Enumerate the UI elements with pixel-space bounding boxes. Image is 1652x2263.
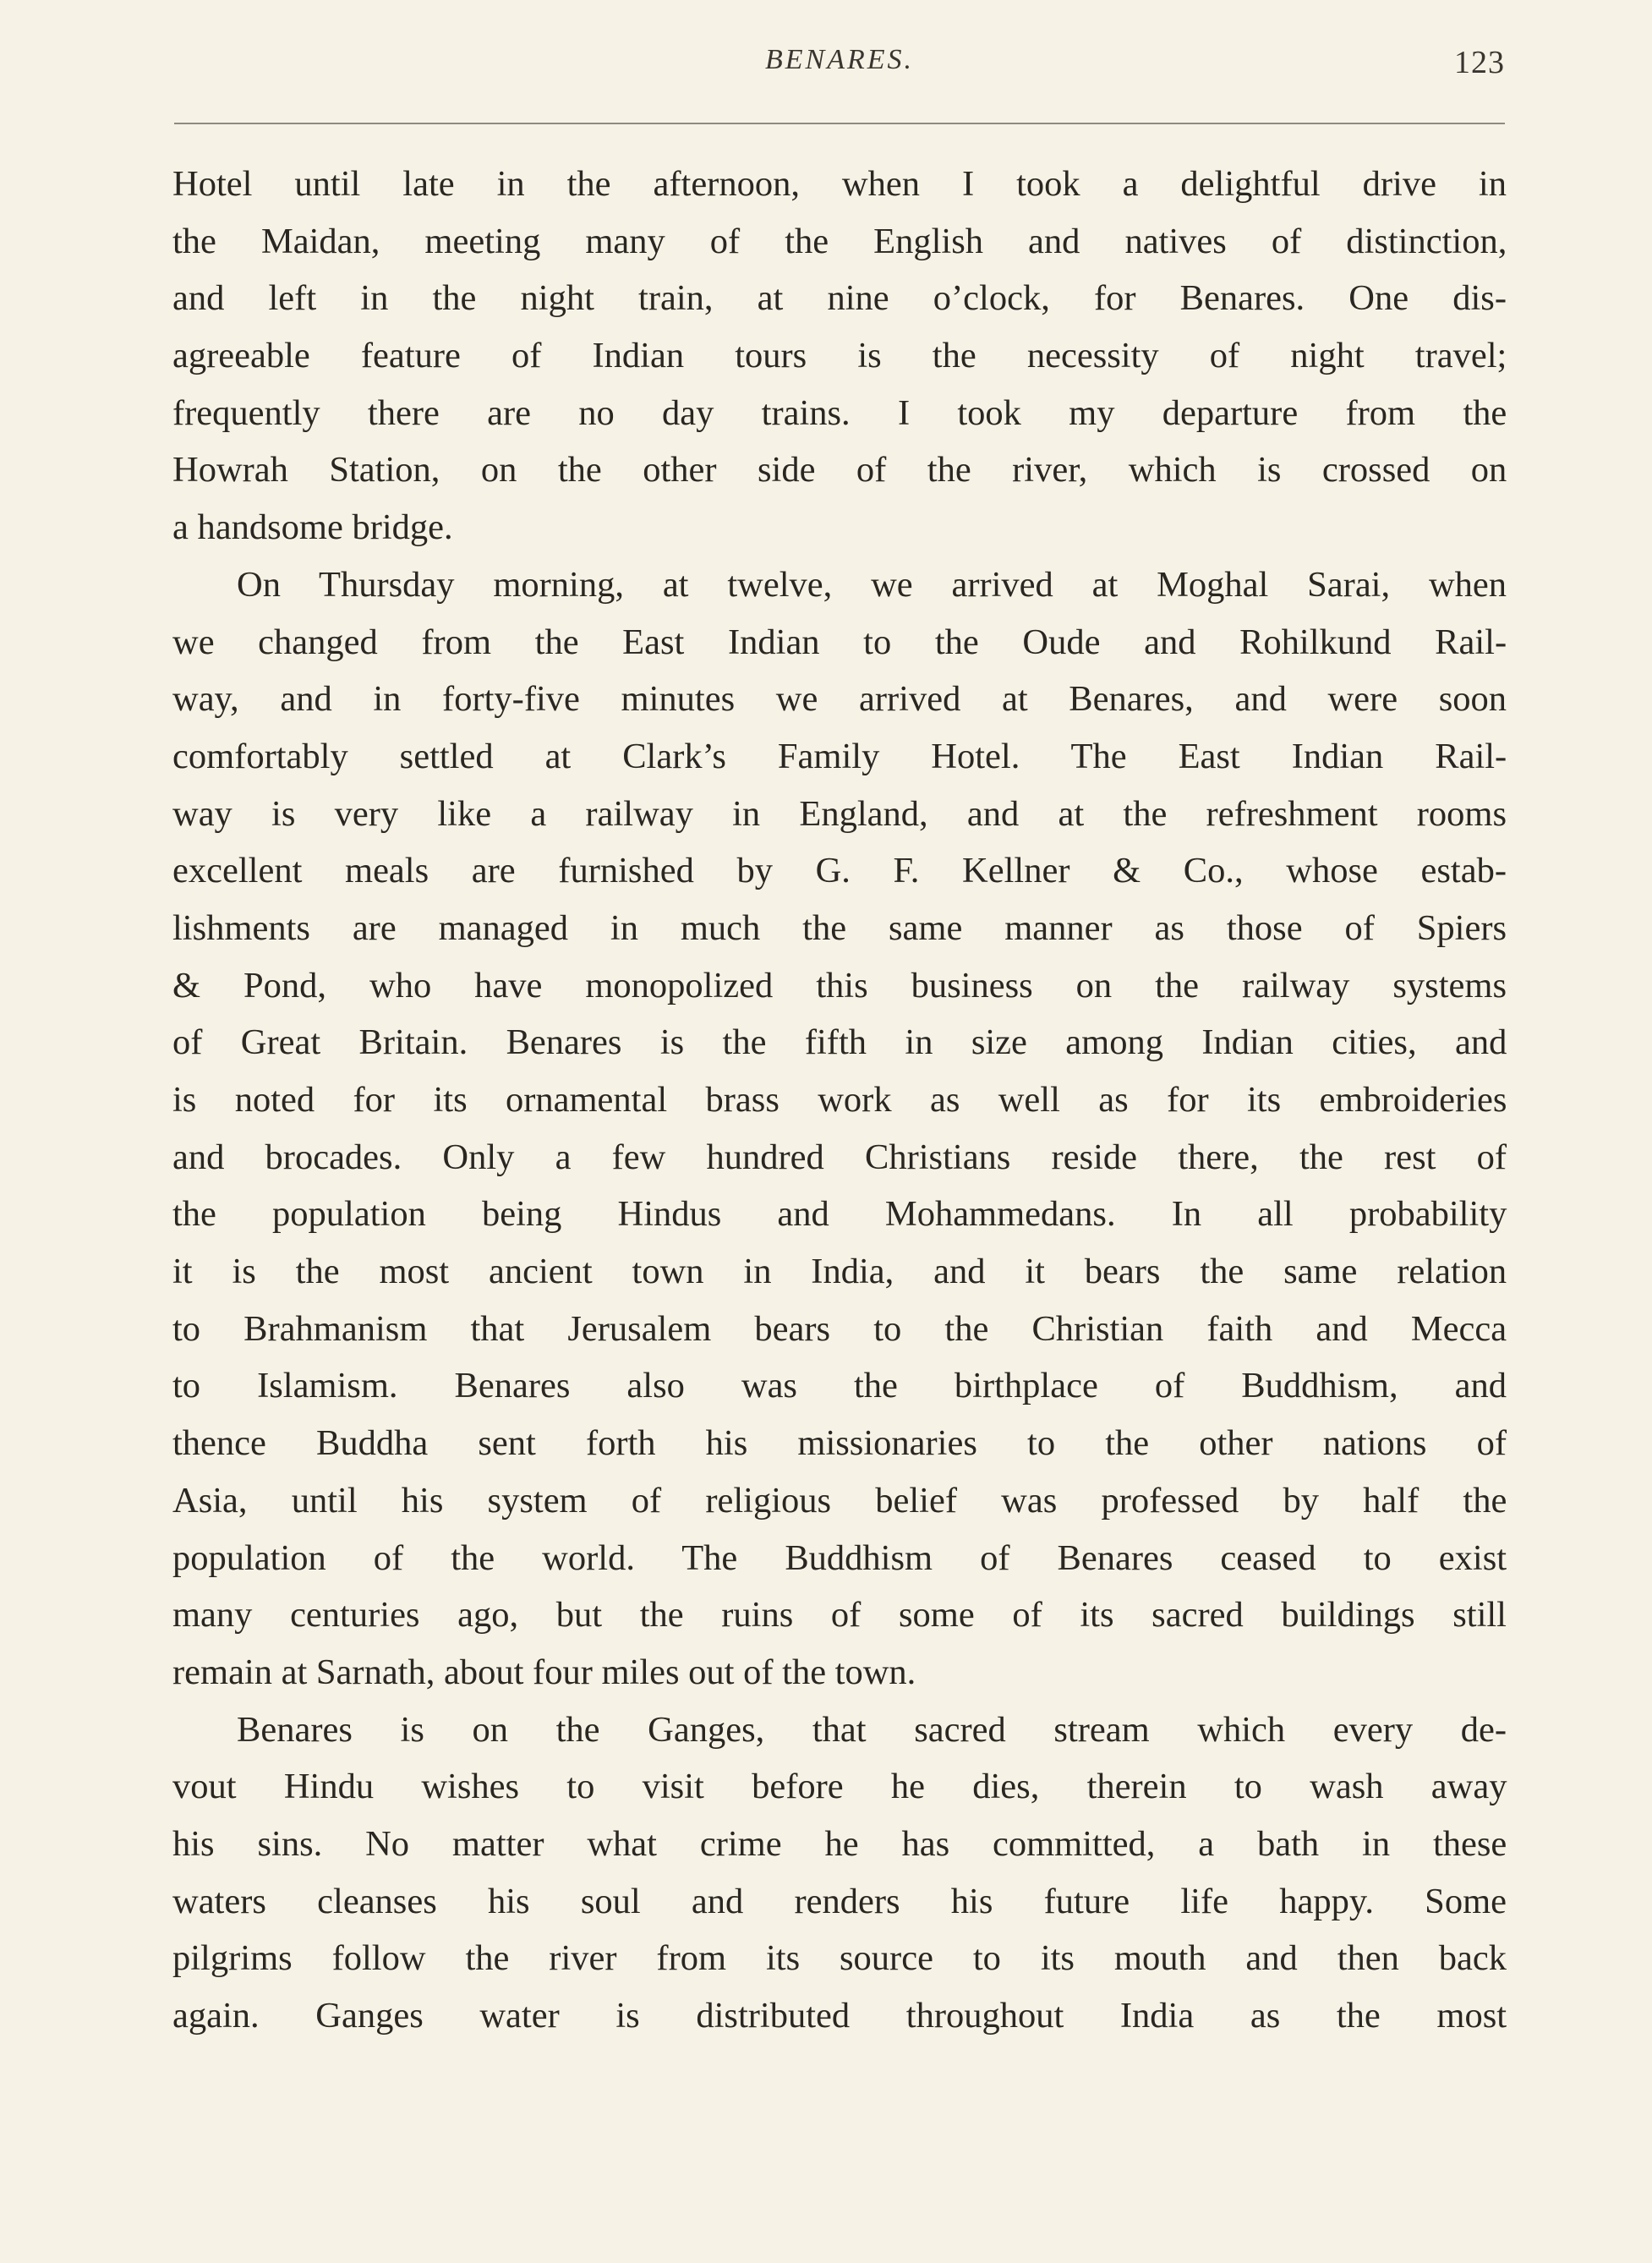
text-line: remain at Sarnath, about four miles out of the town. xyxy=(172,1652,916,1692)
text-line: we changed from the East Indian to the Oude and Rohilkund Rail- xyxy=(172,622,1507,662)
text-line: many centuries ago, but the ruins of some of its sacred buildings still xyxy=(172,1595,1507,1636)
text-line: agreeable feature of Indian tours is the necessity of night travel; xyxy=(172,336,1507,376)
body-text xyxy=(172,156,1507,2045)
text-line: Hotel until late in the afternoon, when I took a delightful drive in xyxy=(172,164,1507,204)
text-line: pilgrims follow the river from its source to its mouth and then back xyxy=(172,1938,1507,1979)
text-line: waters cleanses his soul and renders his future life happy. Some xyxy=(172,1881,1507,1921)
text-line: is noted for its ornamental brass work as well as for its embroideries xyxy=(172,1080,1507,1120)
running-head xyxy=(174,44,1505,86)
text-line: vout Hindu wishes to visit before he dies, therein to wash away xyxy=(172,1767,1507,1807)
text-line: Benares is on the Ganges, that sacred stream which every de- xyxy=(237,1709,1507,1750)
text-line: On Thursday morning, at twelve, we arrived at Moghal Sarai, when xyxy=(237,564,1507,605)
text-line: again. Ganges water is distributed throughout India as the most xyxy=(172,1996,1507,2036)
page-number: 123 xyxy=(1454,45,1505,80)
running-title: BENARES. xyxy=(764,44,915,75)
text-line: to Brahmanism that Jerusalem bears to the Christian faith and Mecca xyxy=(172,1308,1507,1349)
text-line: Asia, until his system of religious belief was professed by half the xyxy=(172,1480,1507,1521)
text-line: comfortably settled at Clark’s Family Hotel. The East Indian Rail- xyxy=(172,736,1507,776)
text-line: thence Buddha sent forth his missionaries to the other nations of xyxy=(172,1423,1507,1464)
text-line: it is the most ancient town in India, and it bears the same relation xyxy=(172,1252,1507,1292)
text-line: the Maidan, meeting many of the English and natives of distinction, xyxy=(172,221,1507,261)
text-line: a handsome bridge. xyxy=(172,507,453,548)
text-line: excellent meals are furnished by G. F. Kellner & Co., whose estab- xyxy=(172,851,1507,891)
text-line: population of the world. The Buddhism of Benares ceased to exist xyxy=(172,1537,1507,1578)
text-line: lishments are managed in much the same manner as those of Spiers xyxy=(172,907,1507,948)
text-line: his sins. No matter what crime he has committed, a bath in these xyxy=(172,1823,1507,1864)
text-line: frequently there are no day trains. I took my departure from the xyxy=(172,392,1507,433)
text-line: and brocades. Only a few hundred Christians reside there, the rest of xyxy=(172,1137,1507,1177)
text-line: of Great Britain. Benares is the fifth in size among Indian cities, and xyxy=(172,1022,1507,1063)
text-line: to Islamism. Benares also was the birthplace of Buddhism, and xyxy=(172,1366,1507,1406)
text-line: the population being Hindus and Mohammedans. In all probability xyxy=(172,1194,1507,1235)
text-line: and left in the night train, at nine o’clock, for Benares. One dis- xyxy=(172,278,1507,319)
text-line: & Pond, who have monopolized this business on the railway systems xyxy=(172,965,1507,1005)
header-rule xyxy=(174,123,1505,124)
text-line: way, and in forty-five minutes we arrived at Benares, and were soon xyxy=(172,679,1507,720)
text-line: way is very like a railway in England, and at the refreshment rooms xyxy=(172,793,1507,834)
text-line: Howrah Station, on the other side of the river, which is crossed on xyxy=(172,450,1507,490)
